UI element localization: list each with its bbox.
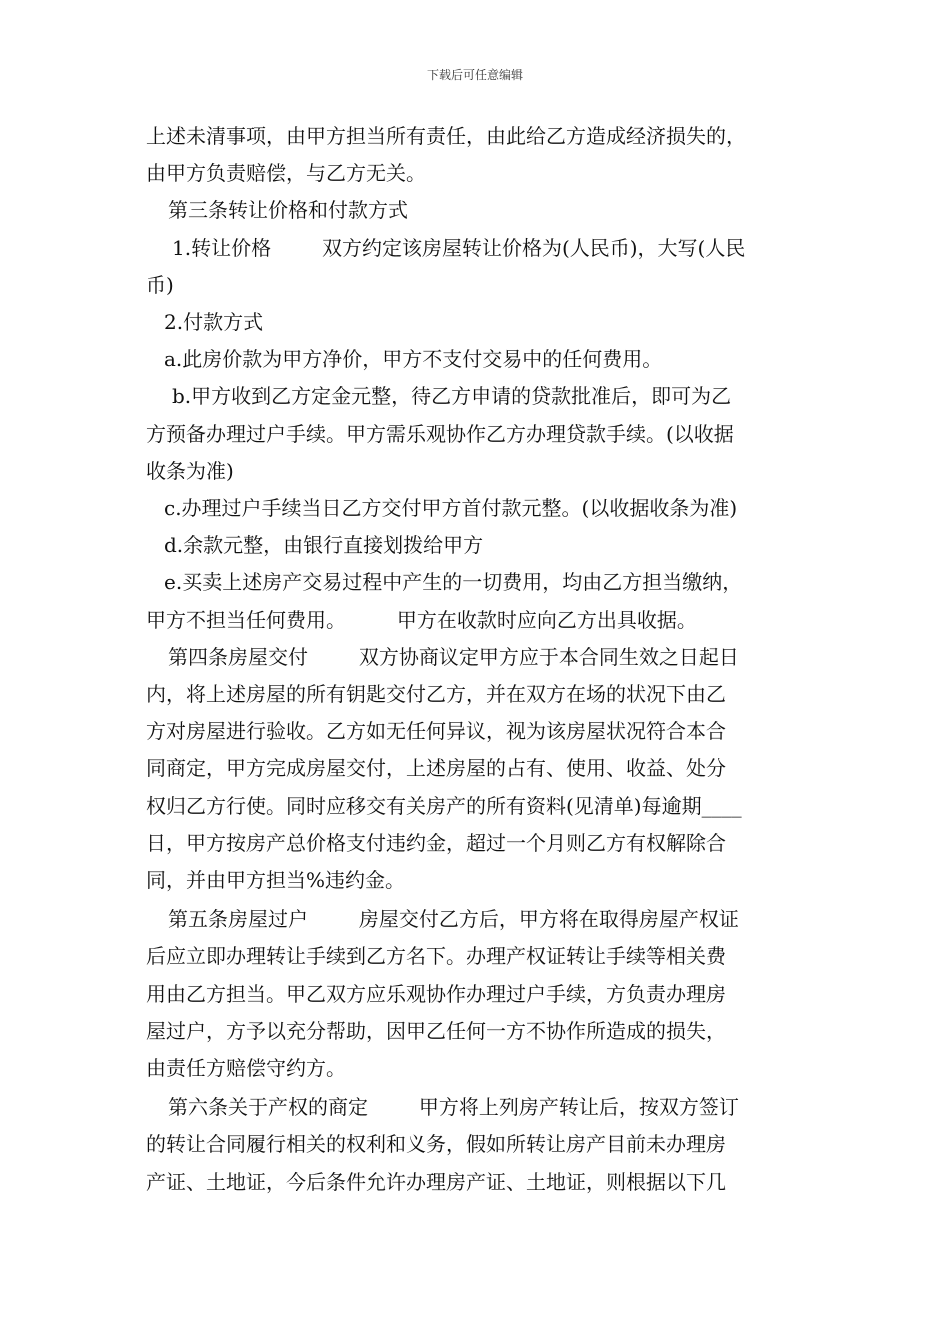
text-line: d.余款元整，由银行直接划拨给甲方 <box>164 533 484 558</box>
paragraph-transfer-price <box>146 230 810 304</box>
text-line: 的转让合同履行相关的权利和义务，假如所转让房产目前未办理房 <box>146 1132 726 1157</box>
payment-item-e <box>146 564 810 638</box>
payment-item-a <box>146 341 810 378</box>
text-line: 同，并由甲方担当%违约金。 <box>146 868 406 893</box>
text-line: 屋过户，方予以充分帮助，因甲乙任何一方不协作所造成的损失， <box>146 1018 726 1043</box>
text-line: 由甲方负责赔偿，与乙方无关。 <box>146 161 426 186</box>
text-line: 1.转让价格 双方约定该房屋转让价格为(人民币)，大写(人民 <box>172 235 746 260</box>
text-line: 币) <box>146 272 174 297</box>
text-line: 第四条房屋交付 双方协商议定甲方应于本合同生效之日起日 <box>168 644 739 669</box>
text-line: 同商定，甲方完成房屋交付，上述房屋的占有、使用、收益、处分 <box>146 756 726 781</box>
article-4-house-delivery <box>146 639 810 899</box>
text-line: e.买卖上述房产交易过程中产生的一切费用，均由乙方担当缴纳， <box>164 570 743 595</box>
text-line: 上述未清事项，由甲方担当所有责任，由此给乙方造成经济损失的， <box>146 124 746 148</box>
text-line: 内，将上述房屋的所有钥匙交付乙方，并在双方在场的状况下由乙 <box>146 682 726 707</box>
payment-item-b <box>146 378 810 490</box>
paragraph-liability <box>146 118 810 192</box>
text-line: a.此房价款为甲方净价，甲方不支付交易中的任何费用。 <box>164 347 663 372</box>
text-line: 2.付款方式 <box>164 310 264 335</box>
payment-method-heading <box>146 304 810 341</box>
article-6-property-rights <box>146 1089 810 1201</box>
text-line: 由责任方赔偿守约方。 <box>146 1056 346 1081</box>
text-line: 日，甲方按房产总价格支付违约金，超过一个月则乙方有权解除合 <box>146 830 726 855</box>
text-line: b.甲方收到乙方定金元整，待乙方申请的贷款批准后，即可为乙 <box>172 384 732 409</box>
text-line: 收条为准) <box>146 458 234 483</box>
text-line: 用由乙方担当。甲乙双方应乐观协作办理过户手续，方负责办理房 <box>146 981 726 1006</box>
text-line: 第六条关于产权的商定 甲方将上列房产转让后，按双方签订 <box>168 1095 739 1120</box>
payment-item-c <box>146 490 810 527</box>
payment-item-d <box>146 527 810 564</box>
text-line: 方对房屋进行验收。乙方如无任何异议，视为该房屋状况符合本合 <box>146 719 726 744</box>
page-header: 下载后可任意编辑 <box>426 68 523 82</box>
article-3-heading <box>146 192 810 229</box>
text-line: 方预备办理过户手续。甲方需乐观协作乙方办理贷款手续。(以收据 <box>146 421 734 446</box>
text-line: 后应立即办理转让手续到乙方名下。办理产权证转让手续等相关费 <box>146 944 726 969</box>
text-line: 权归乙方行使。同时应移交有关房产的所有资料(见清单)每逾期____ <box>146 793 742 818</box>
text-line: 产证、土地证，今后条件允许办理房产证、土地证，则根据以下几 <box>146 1169 726 1194</box>
text-line: 甲方不担当任何费用。 甲方在收款时应向乙方出具收据。 <box>146 607 697 632</box>
text-line: c.办理过户手续当日乙方交付甲方首付款元整。(以收据收条为准) <box>164 496 738 521</box>
text-line: 第三条转让价格和付款方式 <box>168 198 408 223</box>
document-body <box>146 118 810 1201</box>
article-5-house-transfer <box>146 901 810 1087</box>
text-line: 第五条房屋过户 房屋交付乙方后，甲方将在取得房屋产权证 <box>168 907 739 932</box>
